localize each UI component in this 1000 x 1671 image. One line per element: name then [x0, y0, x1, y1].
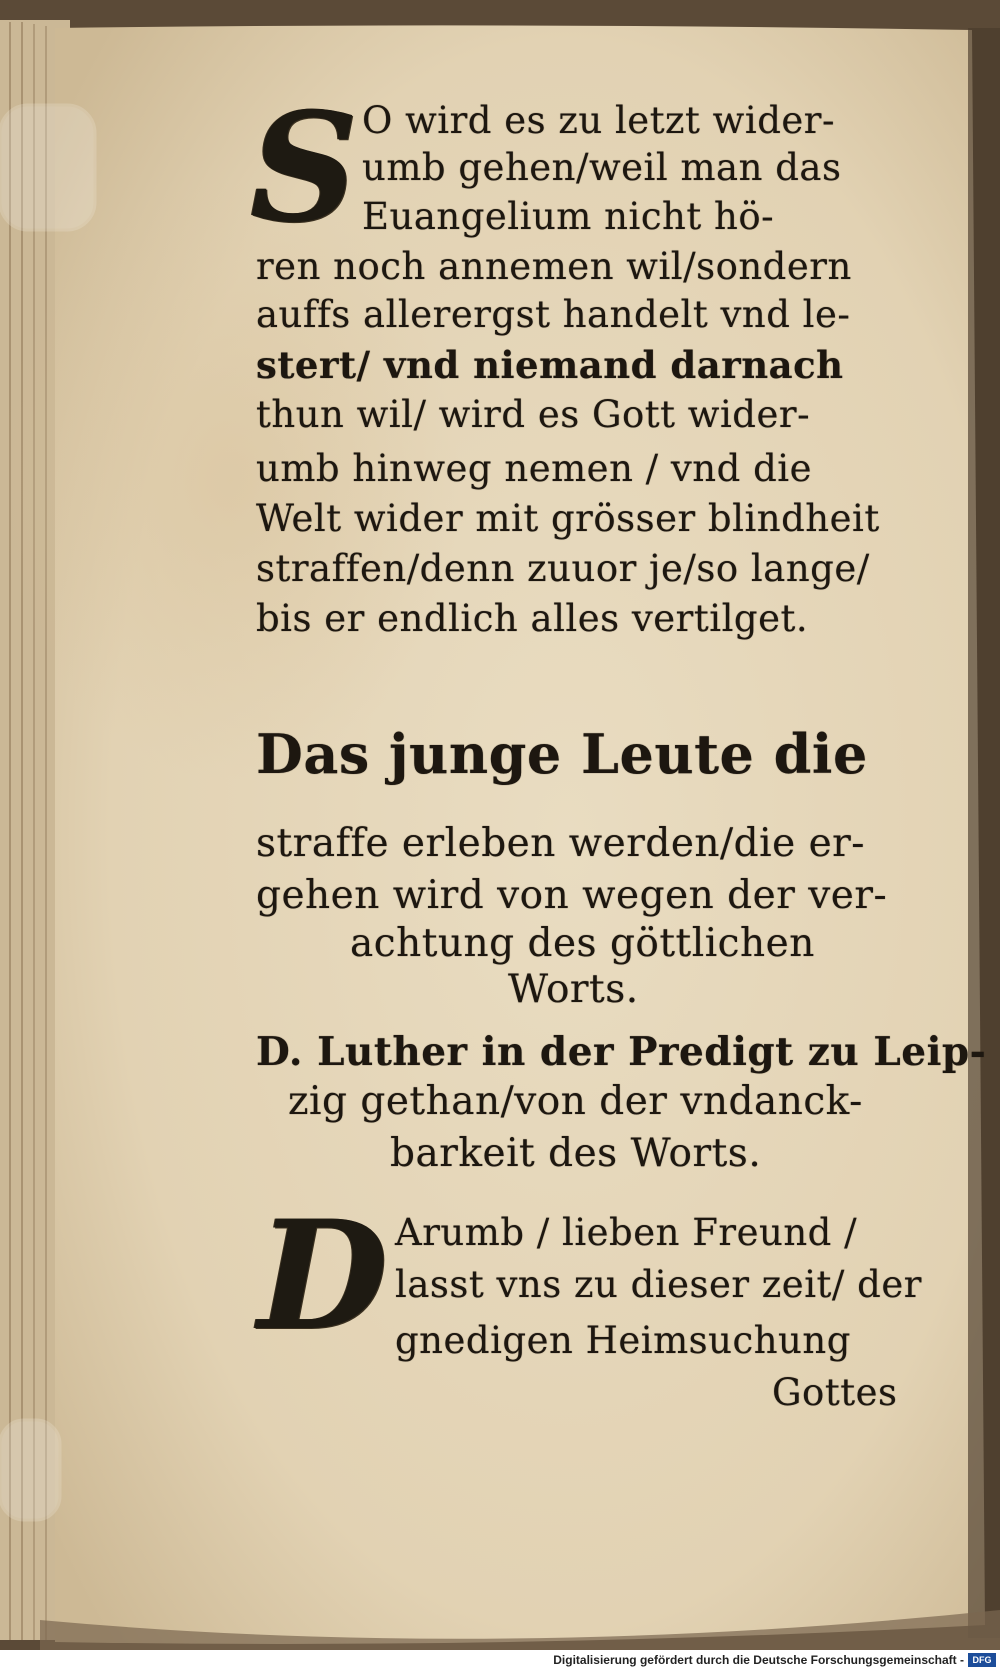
text-line: Gottes — [772, 1371, 898, 1414]
text-line: gnedigen Heimsuchung — [395, 1319, 851, 1362]
dfg-logo: DFG — [968, 1653, 996, 1667]
text-line: Welt wider mit grösser blindheit — [256, 497, 880, 540]
source-line: zig gethan/von der vndanck- — [288, 1079, 863, 1124]
source-line: D. Luther in der Predigt zu Leip- — [256, 1029, 987, 1075]
text-line: ren noch annemen wil/sondern — [256, 245, 852, 288]
heading-line: straffe erleben werden/die er- — [256, 821, 865, 866]
text-line: auffs allerergst handelt vnd le- — [256, 293, 851, 336]
text-line: straffen/denn zuuor je/so lange/ — [256, 547, 870, 590]
text-line: thun wil/ wird es Gott wider- — [256, 393, 811, 436]
text-line: O wird es zu letzt wider- — [362, 99, 835, 142]
heading-line: gehen wird von wegen der ver- — [256, 873, 888, 918]
section-heading: Das junge Leute die — [256, 722, 868, 786]
source-line: barkeit des Worts. — [390, 1131, 762, 1176]
decorated-initial-s: S — [250, 80, 359, 256]
text-line: Arumb / lieben Freund / — [395, 1211, 858, 1254]
decorated-initial-d: D — [258, 1188, 389, 1364]
text-line: umb hinweg nemen / vnd die — [256, 447, 812, 490]
heading-line: achtung des göttlichen — [350, 921, 815, 966]
text-line: Euangelium nicht hö- — [362, 195, 775, 238]
text-line: umb gehen/weil man das — [362, 146, 842, 189]
text-line: lasst vns zu dieser zeit/ der — [395, 1263, 922, 1306]
heading-line: Worts. — [508, 967, 639, 1012]
text-line: bis er endlich alles vertilget. — [256, 597, 809, 640]
text-line: stert/ vnd niemand darnach — [256, 343, 844, 387]
footer-credit: Digitalisierung gefördert durch die Deutsche Forschungsgemeinschaft - — [553, 1653, 964, 1667]
